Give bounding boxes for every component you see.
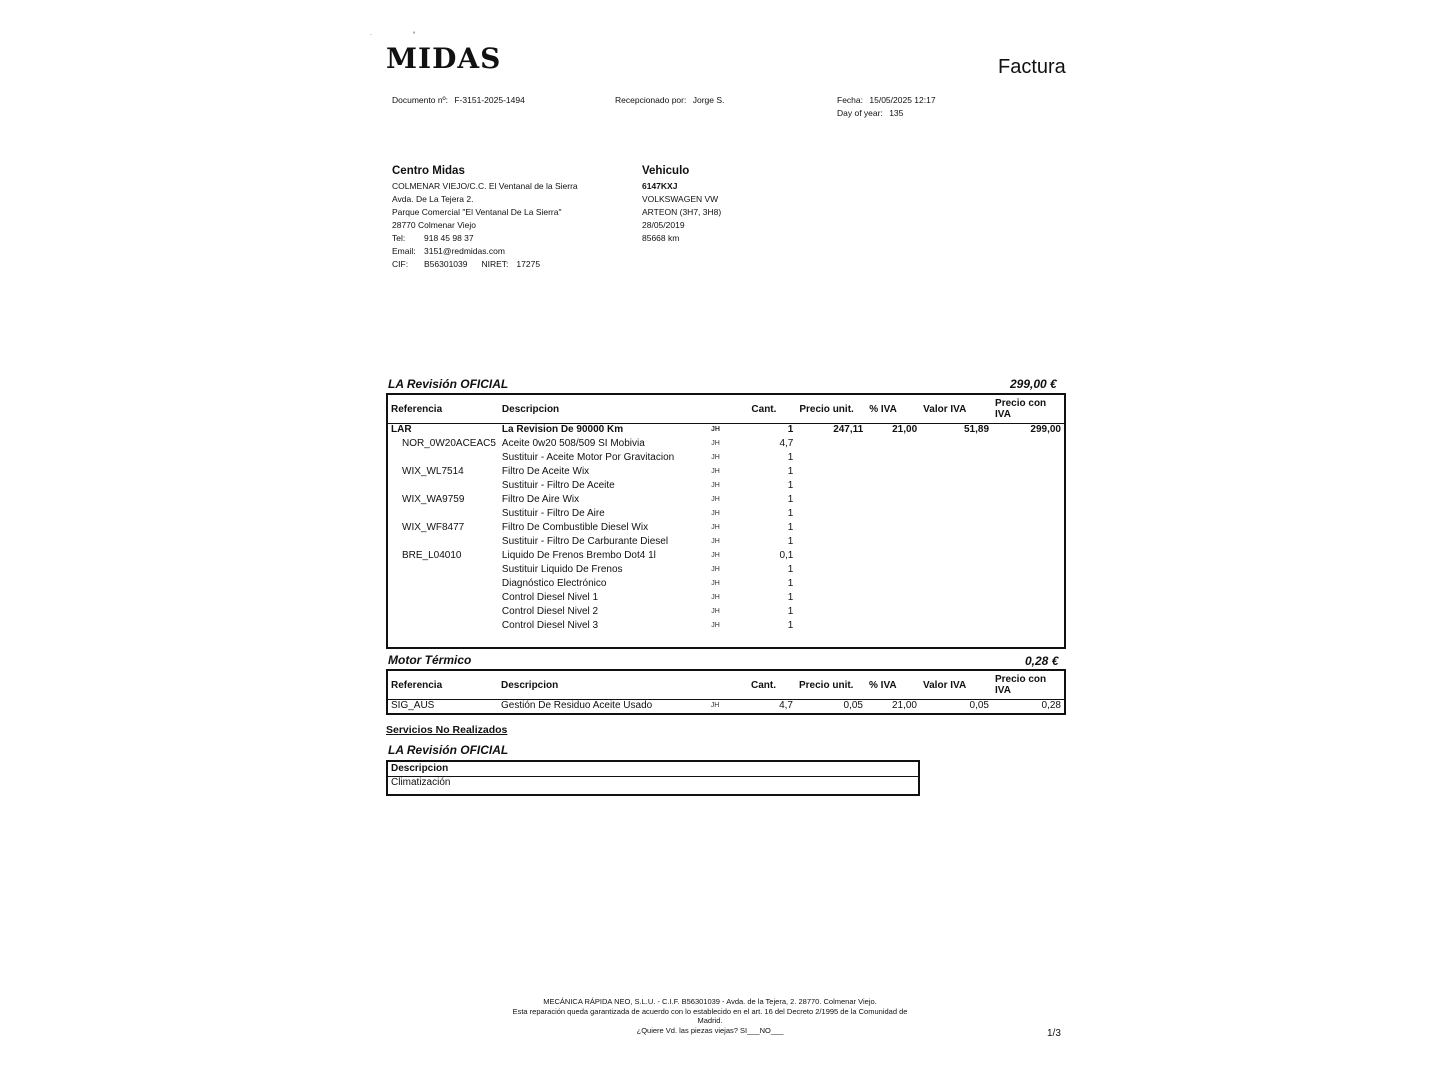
ref-cell: [388, 620, 499, 634]
iva-percent-cell: [866, 452, 920, 466]
operator-cell: JH: [711, 426, 720, 433]
section1-body: [388, 424, 1064, 635]
quantity-cell: 4,7: [779, 700, 793, 711]
tel-value: 918 45 98 37: [424, 233, 474, 243]
ref-cell: [388, 536, 499, 550]
table-row: [388, 564, 1064, 578]
ref-cell: WIX_WF8477: [402, 522, 465, 533]
unit-price-cell: [796, 438, 866, 452]
niret-value: 17275: [516, 259, 541, 269]
unit-price-cell: [796, 536, 866, 550]
operator-cell: JH: [711, 608, 720, 615]
price-with-iva-cell: [992, 592, 1064, 606]
quantity-cell: 1: [787, 578, 794, 589]
price-with-iva-cell: [992, 550, 1064, 564]
desc-cell: Diagnóstico Electrónico: [501, 578, 607, 589]
iva-percent-cell: [866, 606, 920, 620]
ref-cell: [388, 592, 499, 606]
operator-cell: JH: [711, 524, 720, 531]
iva-percent-cell: 21,00: [891, 700, 917, 711]
quantity-cell: 1: [787, 480, 794, 491]
table-header-row: [388, 671, 1064, 700]
quantity-cell: 0,1: [779, 550, 794, 561]
iva-value-cell: [920, 522, 992, 536]
unit-price-cell: [796, 592, 866, 606]
operator-cell: JH: [710, 702, 720, 709]
price-with-iva-cell: [992, 522, 1064, 536]
section1-table-box: [386, 393, 1066, 649]
price-with-iva-cell: [992, 466, 1064, 480]
table-row: [388, 452, 1064, 466]
ref-cell: [388, 564, 499, 578]
ref-cell: [388, 452, 499, 466]
desc-cell: Sustituir Liquido De Frenos: [501, 564, 623, 575]
iva-value-cell: 51,89: [964, 424, 990, 435]
table-row: [388, 578, 1064, 592]
table-header-row: [388, 395, 1064, 424]
iva-value-cell: [920, 550, 992, 564]
vehicle-date: 28/05/2019: [642, 220, 685, 230]
price-with-iva-cell: 299,00: [1030, 424, 1061, 435]
iva-percent-cell: [866, 466, 920, 480]
cif-value: B56301039: [424, 259, 468, 269]
quantity-cell: 1: [787, 452, 794, 463]
desc-cell: Sustituir - Filtro De Carburante Diesel: [501, 536, 669, 547]
unit-price-cell: [796, 452, 866, 466]
email-label: Email:: [392, 246, 416, 256]
iva-percent-cell: [866, 550, 920, 564]
col-iva: % IVA: [866, 395, 920, 424]
vehicle-make: VOLKSWAGEN VW: [642, 194, 719, 204]
quantity-cell: 1: [787, 466, 794, 477]
price-with-iva-cell: [992, 578, 1064, 592]
iva-value-cell: 0,05: [969, 700, 989, 711]
table-row: [388, 700, 1064, 715]
quantity-cell: 1: [787, 620, 794, 631]
desc-cell: La Revision De 90000 Km: [501, 424, 624, 435]
price-with-iva-cell: [992, 494, 1064, 508]
vehicle-title: Vehiculo: [642, 165, 690, 177]
footer-guarantee: Esta reparación queda garantizada de acuerdo con lo establecido en el art. 16 del Decreto 2/1995 de la Comunidad de Madrid.: [512, 1006, 908, 1025]
unit-price-cell: [796, 466, 866, 480]
table-row: [388, 508, 1064, 522]
vehicle-plate: 6147KXJ: [642, 181, 678, 191]
centro-line: 28770 Colmenar Viejo: [392, 220, 476, 230]
operator-cell: JH: [711, 552, 720, 559]
table-row: [388, 550, 1064, 564]
desc-cell: Control Diesel Nivel 3: [501, 620, 599, 631]
iva-value-cell: [920, 466, 992, 480]
iva-percent-cell: [866, 480, 920, 494]
col-precio: Precio unit.: [796, 671, 866, 700]
centro-email: [392, 245, 578, 258]
iva-percent-cell: [866, 564, 920, 578]
ref-cell: [388, 508, 499, 522]
iva-percent-cell: [866, 494, 920, 508]
centro-block: [392, 165, 578, 271]
unit-price-cell: [796, 550, 866, 564]
desc-cell: Climatización: [391, 777, 451, 788]
ref-cell: [388, 606, 499, 620]
desc-cell: Filtro De Aire Wix: [501, 494, 580, 505]
ref-cell: WIX_WA9759: [402, 494, 465, 505]
iva-value-cell: [920, 606, 992, 620]
price-with-iva-cell: [992, 480, 1064, 494]
vehicle-block: [642, 165, 721, 245]
col-iva: % IVA: [866, 671, 920, 700]
ref-cell: [388, 480, 499, 494]
centro-line: Avda. De La Tejera 2.: [392, 194, 474, 204]
section2-body: [388, 700, 1064, 715]
col-desc: Descripcion: [388, 762, 918, 777]
desc-cell: Filtro De Aceite Wix: [501, 466, 590, 477]
desc-cell: Liquido De Frenos Brembo Dot4 1l: [501, 550, 656, 561]
not-done-title: LA Revisión OFICIAL: [388, 743, 509, 757]
footer-company: MECÁNICA RÁPIDA NEO, S.L.U. - C.I.F. B56301039 - Avda. de la Tejera, 2. 28770. Colmenar Viejo.: [543, 997, 877, 1006]
price-with-iva-cell: [992, 564, 1064, 578]
col-cant: Cant.: [748, 671, 796, 700]
table-row: [388, 536, 1064, 550]
iva-percent-cell: [866, 578, 920, 592]
quantity-cell: 1: [787, 564, 794, 575]
col-ref: Referencia: [388, 671, 498, 700]
ref-cell: LAR: [391, 424, 412, 435]
footer: [500, 997, 920, 1035]
doc-number: [392, 94, 525, 107]
table-row: [388, 777, 918, 792]
section1-table: [388, 395, 1064, 634]
logo-mark: °: [413, 32, 416, 38]
table-row: [388, 480, 1064, 494]
iva-percent-cell: [866, 522, 920, 536]
iva-value-cell: [920, 592, 992, 606]
date-value: 15/05/2025 12:17: [869, 95, 936, 105]
col-op: [682, 671, 748, 700]
cif-label: CIF:: [392, 259, 409, 269]
iva-value-cell: [920, 452, 992, 466]
desc-cell: Aceite 0w20 508/509 SI Mobivia: [501, 438, 645, 449]
col-valor: Valor IVA: [920, 395, 992, 424]
ref-cell: [388, 578, 499, 592]
not-done-heading: Servicios No Realizados: [386, 724, 508, 736]
table-row: [388, 592, 1064, 606]
section1-total: 299,00 €: [1010, 377, 1057, 391]
price-with-iva-cell: [992, 452, 1064, 466]
footer-question: ¿Quiere Vd. las piezas viejas? SI___NO___: [636, 1025, 784, 1035]
iva-percent-cell: 21,00: [892, 424, 918, 435]
iva-value-cell: [920, 508, 992, 522]
table-row: [388, 438, 1064, 452]
iva-percent-cell: [866, 620, 920, 634]
desc-cell: Sustituir - Filtro De Aceite: [501, 480, 615, 491]
desc-cell: Control Diesel Nivel 1: [501, 592, 599, 603]
midas-logo: MIDAS: [386, 42, 502, 75]
col-pcon: Precio con IVA: [992, 671, 1064, 700]
operator-cell: JH: [711, 440, 720, 447]
unit-price-cell: 247,11: [833, 424, 864, 435]
iva-value-cell: [920, 438, 992, 452]
quantity-cell: 1: [787, 536, 794, 547]
quantity-cell: 1: [787, 494, 794, 505]
operator-cell: JH: [711, 454, 720, 461]
desc-cell: Gestión De Residuo Aceite Usado: [501, 700, 653, 711]
section2-title: Motor Térmico: [388, 653, 472, 667]
desc-cell: Sustituir - Filtro De Aire: [501, 508, 605, 519]
quantity-cell: 1: [787, 508, 794, 519]
tel-label: Tel:: [392, 233, 406, 243]
quantity-cell: 1: [787, 424, 794, 435]
col-cant: Cant.: [748, 395, 796, 424]
col-op: [683, 395, 749, 424]
vehicle-model: ARTEON (3H7, 3H8): [642, 207, 722, 217]
section2-table: [388, 671, 1064, 714]
unit-price-cell: 0,05: [843, 700, 863, 711]
date-block: [837, 94, 936, 120]
day-label: Day of year:: [837, 108, 883, 118]
document-title: Factura: [998, 56, 1066, 78]
doc-number-value: F-3151-2025-1494: [454, 95, 525, 105]
price-with-iva-cell: [992, 620, 1064, 634]
unit-price-cell: [796, 564, 866, 578]
desc-cell: Sustituir - Aceite Motor Por Gravitacion: [501, 452, 675, 463]
unit-price-cell: [796, 606, 866, 620]
iva-value-cell: [920, 536, 992, 550]
table-header-row: [388, 762, 918, 777]
iva-percent-cell: [866, 536, 920, 550]
operator-cell: JH: [711, 538, 720, 545]
desc-cell: Control Diesel Nivel 2: [501, 606, 599, 617]
niret-label: NIRET:: [481, 259, 509, 269]
operator-cell: JH: [711, 496, 720, 503]
not-done-table: [388, 762, 918, 791]
vehicle-km: 85668 km: [642, 233, 680, 243]
iva-value-cell: [920, 480, 992, 494]
email-value: 3151@redmidas.com: [424, 246, 505, 256]
section2-total: 0,28 €: [1025, 654, 1059, 668]
iva-percent-cell: [866, 438, 920, 452]
operator-cell: JH: [711, 594, 720, 601]
col-precio: Precio unit.: [796, 395, 866, 424]
iva-value-cell: [920, 578, 992, 592]
unit-price-cell: [796, 578, 866, 592]
col-valor: Valor IVA: [920, 671, 992, 700]
table-row: [388, 606, 1064, 620]
received-by-value: Jorge S.: [692, 95, 725, 105]
table-row: [388, 466, 1064, 480]
price-with-iva-cell: [992, 508, 1064, 522]
page-number: 1/3: [1047, 1028, 1061, 1039]
col-pcon: Precio con IVA: [992, 395, 1064, 424]
price-with-iva-cell: 0,28: [1041, 700, 1061, 711]
col-desc: Descripcion: [498, 671, 682, 700]
iva-value-cell: [920, 620, 992, 634]
ref-cell: NOR_0W20ACEAC5: [402, 438, 496, 449]
unit-price-cell: [796, 508, 866, 522]
unit-price-cell: [796, 620, 866, 634]
iva-percent-cell: [866, 508, 920, 522]
doc-number-label: Documento nº:: [392, 95, 449, 105]
table-row: [388, 494, 1064, 508]
price-with-iva-cell: [992, 606, 1064, 620]
desc-cell: Filtro De Combustible Diesel Wix: [501, 522, 649, 533]
table-row: [388, 620, 1064, 634]
ref-cell: SIG_AUS: [391, 700, 435, 711]
not-done-body: [388, 777, 918, 792]
table-row: [388, 424, 1064, 439]
operator-cell: JH: [711, 482, 720, 489]
not-done-table-box: [386, 760, 920, 796]
operator-cell: JH: [711, 580, 720, 587]
centro-line: COLMENAR VIEJO/C.C. El Ventanal de la Sierra: [392, 181, 578, 191]
operator-cell: JH: [711, 566, 720, 573]
ref-cell: WIX_WL7514: [402, 466, 464, 477]
price-with-iva-cell: [992, 438, 1064, 452]
price-with-iva-cell: [992, 536, 1064, 550]
operator-cell: JH: [711, 468, 720, 475]
col-desc: Descripcion: [499, 395, 683, 424]
operator-cell: JH: [711, 510, 720, 517]
section1-title: LA Revisión OFICIAL: [388, 377, 509, 391]
quantity-cell: 1: [787, 606, 794, 617]
col-ref: Referencia: [388, 395, 499, 424]
received-by: [615, 94, 724, 107]
date-label: Fecha:: [837, 95, 863, 105]
quantity-cell: 1: [787, 592, 794, 603]
centro-cif: [392, 258, 578, 271]
unit-price-cell: [796, 480, 866, 494]
received-by-label: Recepcionado por:: [615, 95, 687, 105]
centro-tel: [392, 232, 578, 245]
centro-title: Centro Midas: [392, 165, 465, 177]
unit-price-cell: [796, 522, 866, 536]
centro-line: Parque Comercial "El Ventanal De La Sierra": [392, 207, 562, 217]
ref-cell: BRE_L04010: [402, 550, 462, 561]
iva-value-cell: [920, 494, 992, 508]
day-value: 135: [889, 108, 904, 118]
iva-value-cell: [920, 564, 992, 578]
iva-percent-cell: [866, 592, 920, 606]
table-row: [388, 522, 1064, 536]
operator-cell: JH: [711, 622, 720, 629]
section2-table-box: [386, 669, 1066, 715]
quantity-cell: 4,7: [779, 438, 794, 449]
logo-mark: ·: [370, 32, 372, 38]
unit-price-cell: [796, 494, 866, 508]
quantity-cell: 1: [787, 522, 794, 533]
